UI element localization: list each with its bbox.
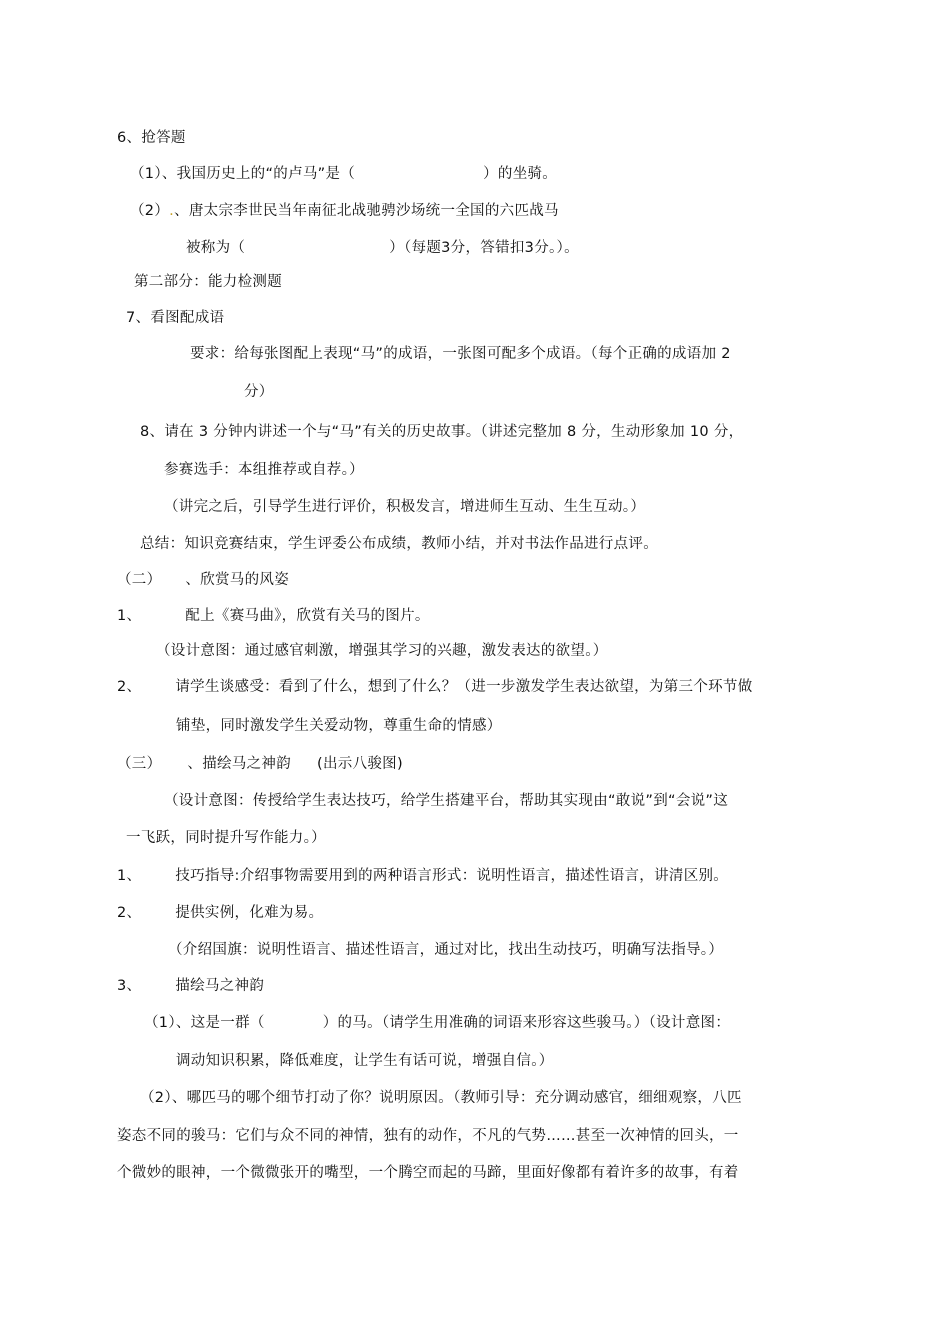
- list-item-3-1: [117, 866, 728, 886]
- item-8-note: [164, 497, 645, 517]
- text: 调动知识积累，降低难度，让学生有话可说，增强自信。）: [176, 1053, 554, 1069]
- section-two-heading: [117, 570, 289, 590]
- text: (出示八骏图): [317, 756, 403, 772]
- sub-item-1: [144, 1013, 730, 1033]
- section-three-heading: [117, 754, 403, 774]
- design-intent-note-3-continued: [126, 828, 326, 848]
- sub-item-2-continued-2: [117, 1163, 739, 1183]
- item-7-requirement: [190, 344, 731, 364]
- item-8-continued: [164, 460, 364, 480]
- text: 3、: [117, 978, 142, 994]
- text: 、欣赏马的风姿: [185, 572, 290, 588]
- list-item-1: [117, 606, 430, 626]
- text: （1）、这是一群（: [144, 1015, 265, 1031]
- text: 配上《赛马曲》，欣赏有关马的图片。: [185, 608, 430, 624]
- mark-dot: .: [169, 203, 175, 219]
- item-8-heading: [140, 422, 743, 442]
- summary-paragraph: [140, 534, 658, 554]
- text: ）的马。（请学生用准确的词语来形容这些骏马。）（设计意图：: [322, 1015, 731, 1031]
- sub-item-1-continued: [176, 1051, 554, 1071]
- text: 6、抢答题: [117, 130, 186, 146]
- text: （2）: [130, 203, 170, 219]
- part-two-heading: [134, 272, 282, 292]
- text: （二）: [117, 572, 162, 588]
- text: 描绘马之神韵: [175, 978, 265, 994]
- list-item-3-3: [117, 976, 264, 996]
- text: （设计意图：传授给学生表达技巧，给学生搭建平台，帮助其实现由“敢说”到“会说”这: [164, 793, 729, 809]
- text: 一飞跃，同时提升写作能力。）: [126, 830, 326, 846]
- text: 1、: [117, 608, 142, 624]
- text: 7、看图配成语: [126, 310, 225, 326]
- quiz-question-2-continued: [186, 238, 579, 258]
- flag-example-note: [168, 940, 723, 960]
- text: 1、: [117, 868, 142, 884]
- text: （讲完之后，引导学生进行评价，积极发言，增进师生互动、生生互动。）: [164, 499, 646, 515]
- text: 参赛选手：本组推荐或自荐。）: [164, 462, 364, 478]
- text: 第二部分：能力检测题: [134, 274, 282, 290]
- text: 铺垫，同时激发学生关爱动物，尊重生命的情感）: [176, 718, 502, 734]
- sub-item-2-continued-1: [117, 1126, 739, 1146]
- text: （1）、我国历史上的“的卢马”是（: [130, 166, 356, 182]
- text: 、唐太宗李世民当年南征北战驰骋沙场统一全国的六匹战马: [174, 203, 559, 219]
- text: 请学生谈感受：看到了什么，想到了什么？（进一步激发学生表达欲望，为第三个环节做: [175, 679, 753, 695]
- text: 被称为（: [186, 240, 246, 256]
- text: 2、: [117, 679, 142, 695]
- design-intent-note: [156, 641, 608, 661]
- item-7-heading: [126, 308, 224, 328]
- quiz-question-1: [130, 164, 557, 184]
- text: ）的坐骑。: [483, 166, 558, 182]
- text: 8、请在 3 分钟内讲述一个与“马”有关的历史故事。（讲述完整加 8 分，生动形象加 10 分，: [140, 424, 744, 440]
- text: （2）、哪匹马的哪个细节打动了你？说明原因。（教师引导：充分调动感官，细细观察，八匹: [140, 1090, 742, 1106]
- text: （三）: [117, 756, 162, 772]
- list-item-2-continued: [176, 716, 502, 736]
- list-item-3-2: [117, 903, 323, 923]
- item-7-requirement-continued: [244, 382, 274, 402]
- text: 2、: [117, 905, 142, 921]
- text: 要求：给每张图配上表现“马”的成语，一张图可配多个成语。（每个正确的成语加 2: [190, 346, 731, 362]
- text: ）（每题3分，答错扣3分。）。: [389, 240, 579, 256]
- text: 、描绘马之神韵: [187, 756, 292, 772]
- text: 提供实例，化难为易。: [175, 905, 324, 921]
- section-heading-quick-quiz: [117, 128, 186, 148]
- text: （介绍国旗：说明性语言、描述性语言，通过对比，找出生动技巧，明确写法指导。）: [168, 942, 724, 958]
- sub-item-2: [140, 1088, 742, 1108]
- quiz-question-2: [130, 201, 559, 221]
- text: 总结：知识竞赛结束，学生评委公布成绩，教师小结，并对书法作品进行点评。: [140, 536, 658, 552]
- list-item-2: [117, 677, 753, 697]
- text: 个微妙的眼神，一个微微张开的嘴型，一个腾空而起的马蹄，里面好像都有着许多的故事，有着: [117, 1165, 739, 1181]
- design-intent-note-3: [164, 791, 728, 811]
- text: 姿态不同的骏马：它们与众不同的神情，独有的动作，不凡的气势……甚至一次神情的回头，一: [117, 1128, 739, 1144]
- text: 技巧指导:介绍事物需要用到的两种语言形式：说明性语言，描述性语言，讲清区别。: [175, 868, 729, 884]
- text: （设计意图：通过感官刺激，增强其学习的兴趣，激发表达的欲望。）: [156, 643, 608, 659]
- text: 分）: [244, 384, 274, 400]
